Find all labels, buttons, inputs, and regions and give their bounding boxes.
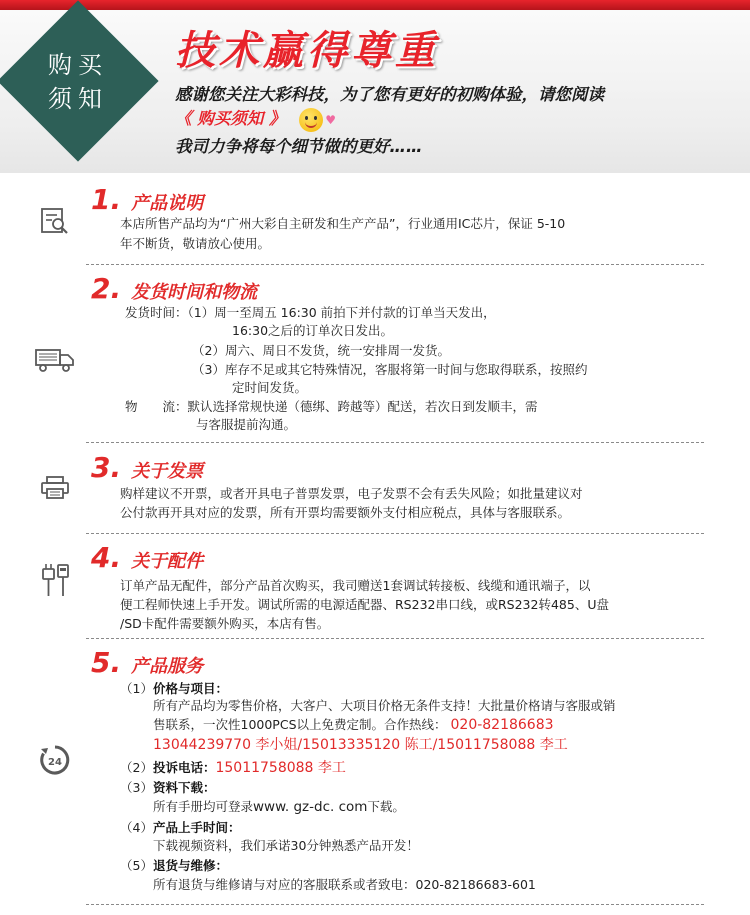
section-2-line-5: 定时间发货。 [232, 380, 308, 395]
service-item-3 [120, 778, 215, 798]
service-item-5-title: 退货与维修： [152, 858, 228, 873]
complaint-phone: 15011758088 李工 [215, 760, 346, 776]
service-item-3-line [153, 797, 405, 818]
section-3-line-2: 公付款再开具对应的发票，所有开票均需要额外支付相应税点，具体与客服联系。 [120, 505, 571, 520]
top-red-bar [0, 0, 750, 10]
section-2-line-2: 16:30之后的订单次日发出。 [232, 323, 394, 338]
divider [86, 533, 704, 534]
badge-label [40, 48, 116, 116]
section-5-heading: 产品服务 [131, 656, 204, 677]
smiley-icon [299, 108, 323, 132]
section-2-line-1: 发货时间：（1）周一至周五 16:30 前拍下并付款的订单当天发出， [125, 305, 496, 320]
service-item-4 [120, 818, 240, 838]
section-1-heading: 产品说明 [131, 193, 204, 214]
service-item-1-text: 售联系，一次性1000PCS以上免费定制。合作热线： [153, 717, 447, 732]
section-4-number: 4. [91, 541, 122, 574]
badge-line1: 购买 [48, 51, 108, 79]
header-intro-line: 感谢您关注大彩科技，为了您有更好的初购体验，请您阅读 [175, 85, 604, 104]
printer-icon [41, 476, 69, 500]
purchase-notice-link: 《 购买须知 》 [175, 109, 286, 128]
divider [86, 904, 704, 905]
section-4-line-3: /SD卡配件需要额外购买，本店有售。 [120, 616, 330, 631]
section-2-line-6: 物 流：默认选择常规快递（德绑、跨越等）配送，若次日到发顺丰，需 [125, 399, 538, 414]
24-hour-service-icon [40, 744, 70, 776]
section-4-heading: 关于配件 [131, 551, 204, 572]
section-3-title [91, 451, 203, 484]
download-suffix: 下载。 [367, 799, 405, 814]
service-item-3-number: （3） [120, 780, 153, 795]
section-1-line-1: 本店所售产品均为“广州大彩自主研发和生产产品”，行业通用IC芯片，保证 5-10 [120, 216, 566, 231]
plug-cable-icon [39, 563, 71, 597]
service-item-3-title: 资料下载： [152, 780, 216, 795]
section-4-line-2: 便工程师快速上手开发。调试所需的电源适配器、RS232串口线，或RS232转485、U盘 [120, 597, 609, 612]
section-1-number: 1. [91, 183, 122, 216]
header-notice-line [175, 105, 336, 132]
service-item-4-number: （4） [120, 820, 153, 835]
service-item-5-number: （5） [120, 858, 153, 873]
service-item-1-line-1: 所有产品均为零售价格，大客户、大项目价格无条件支持！大批量价格请与客服或销 [153, 698, 616, 713]
section-2-title [91, 272, 257, 305]
section-2-number: 2. [91, 272, 122, 305]
contact-phones: 13044239770 李小姐/15013335120 陈工/15011758088 李工 [153, 737, 568, 753]
section-1-title [91, 183, 203, 216]
section-3-number: 3. [91, 451, 122, 484]
service-item-4-title: 产品上手时间： [152, 820, 241, 835]
badge-line2: 须知 [48, 85, 108, 113]
search-document-icon [40, 207, 70, 235]
svg-text:24: 24 [48, 757, 62, 768]
divider [86, 264, 704, 265]
header-closing-line: 我司力争将每个细节做的更好…… [175, 137, 423, 156]
slogan-title: 技术赢得尊重 [175, 27, 439, 74]
service-item-5 [120, 856, 228, 876]
divider [86, 442, 704, 443]
divider [86, 638, 704, 639]
section-2-heading: 发货时间和物流 [131, 282, 258, 303]
section-5-title [91, 646, 203, 679]
section-4-title [91, 541, 203, 574]
delivery-truck-icon [35, 347, 75, 373]
service-item-2 [120, 758, 346, 779]
heart-icon: ♥ [325, 112, 337, 127]
hotline-number: 020-82186683 [450, 717, 554, 733]
service-item-1-line-2 [153, 715, 554, 736]
section-3-heading: 关于发票 [131, 461, 204, 482]
section-4-line-1: 订单产品无配件，部分产品首次购买，我司赠送1套调试转接板、线缆和通讯端子，以 [120, 578, 591, 593]
section-2-line-3: （2）周六、周日不发货，统一安排周一发货。 [192, 343, 450, 358]
service-item-1-number: （1） [120, 681, 153, 696]
service-item-1-title: 价格与项目： [152, 681, 228, 696]
service-item-5-line: 所有退货与维修请与对应的客服联系或者致电：020-82186683-601 [153, 877, 536, 892]
download-prefix: 所有手册均可登录 [153, 799, 254, 814]
service-item-2-number: （2） [120, 760, 153, 775]
service-item-2-title: 投诉电话： [152, 760, 216, 775]
section-5-number: 5. [91, 646, 122, 679]
website-link[interactable]: www. gz-dc. com [253, 799, 368, 815]
service-item-4-line: 下载视频资料，我们承诺30分钟熟悉产品开发！ [153, 838, 419, 853]
section-1-line-2: 年不断货，敬请放心使用。 [120, 236, 271, 251]
section-2-line-7: 与客服提前沟通。 [196, 417, 297, 432]
section-3-line-1: 购样建议不开票，或者开具电子普票发票，电子发票不会有丢失风险；如批量建议对 [120, 486, 583, 501]
section-2-line-4: （3）库存不足或其它特殊情况，客服将第一时间与您取得联系，按照约 [192, 362, 588, 377]
